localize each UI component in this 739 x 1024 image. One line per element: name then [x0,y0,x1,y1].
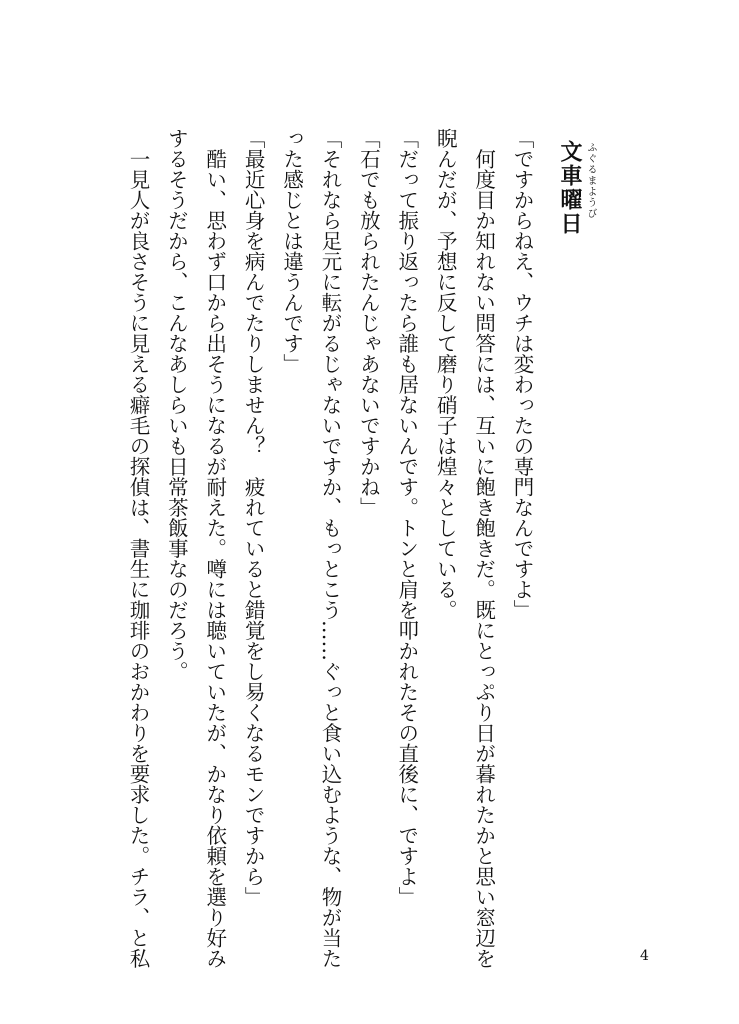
text-line: 「ですからねえ、ウチは変わったの専門なんですよ」 [510,128,534,620]
text-line: 「だって振り返ったら誰も居ないんです。トンと肩を叩かれたその直後に、ですよ」 [394,128,419,907]
text-line: 一見人が良さそうに見える癖毛の探偵は、書生に珈琲のおかわりを要求した。チラ、と私 [125,128,150,969]
text-line: 睨んだが、予想に反して磨り硝子は煌々としている。 [433,128,458,620]
text-line: 「石でも放られたんじゃあないですかね」 [356,128,381,518]
text-line: った感じとは違うんです」 [279,128,304,374]
text-line: 「それなら足元に転がるじゃないですか、もっとこう……ぐっと食い込むような、物が当た [317,128,342,969]
text-line: 酷い、思わず口から出そうになるが耐えた。噂には聴いていたが、かなり依頼を選り好み [202,128,227,969]
text-line: するそうだから、こんなあしらいも日常茶飯事なのだろう。 [164,128,189,682]
chapter-title: 文車曜日 [557,140,582,236]
text-line: 「最近心身を病んでたりしません？ 疲れていると錯覚をし易くなるモンですから」 [241,128,266,907]
chapter-title-block [548,140,608,260]
chapter-title-ruby: ふぐるまようび [585,142,596,219]
text-line: 何度目か知れない問答には、互いに飽き飽きだ。既にとっぷり日が暮れたかと思い窓辺を [471,128,496,969]
page-number: 4 [640,948,649,964]
body-text [119,128,541,969]
